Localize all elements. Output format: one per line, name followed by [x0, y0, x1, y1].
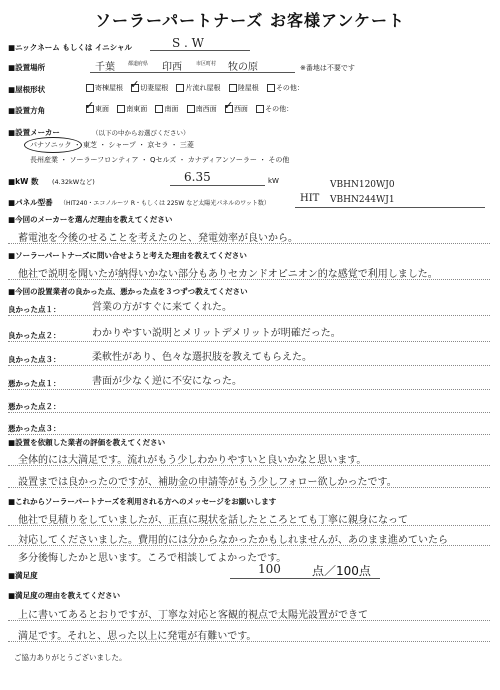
- roof-checkbox-4[interactable]: [267, 84, 275, 92]
- q-reason-maker-label: ■今回のメーカーを選んだ理由を教えてください: [8, 215, 173, 224]
- direction-checkbox-5[interactable]: [256, 105, 264, 113]
- satisfaction-value: 100: [258, 562, 281, 576]
- panel-model-1: VBHN120WJ0: [330, 180, 395, 190]
- good-1-line: [8, 315, 490, 316]
- roof-option-0: 寄棟屋根: [95, 84, 123, 92]
- good-3-label: 良かった点３：: [8, 355, 61, 364]
- panel-model-2: VBHN244WJ1: [330, 195, 395, 205]
- q-installer-eval-label: ■設置を依頼した業者の評価を教えてください: [8, 438, 166, 447]
- good-2-line: [8, 341, 490, 342]
- panel-label: ■パネル型番: [8, 198, 53, 207]
- maker-option-kyocera[interactable]: 京セラ: [147, 141, 169, 149]
- direction-checkbox-3[interactable]: [187, 105, 195, 113]
- satisfaction-label: ■満足度: [8, 571, 38, 580]
- q-installer-eval-answer-1: 全体的には大満足です。流れがもう少しわかりやすいと良いかなと思います。: [18, 455, 367, 466]
- q-satisfaction-reason-line-1: [8, 620, 490, 621]
- maker-option-mitsubishi[interactable]: 三菱: [179, 141, 194, 149]
- direction-option-5: その他：: [265, 105, 294, 113]
- good-2-answer: わかりやすい説明とメリットデメリットが明確だった。: [92, 328, 341, 339]
- page-title: ソーラーパートナーズ お客様アンケート: [94, 11, 405, 30]
- direction-label: ■設置方角: [8, 106, 46, 115]
- q-reason-partners-label: ■ソーラーパートナーズに問い合せようと考えた理由を教えてください: [8, 251, 247, 260]
- panel-underline: [295, 207, 485, 208]
- location-label: ■設置場所: [8, 63, 46, 72]
- maker-label: ■設置メーカー: [8, 128, 60, 137]
- direction-option-1: 南東面: [126, 105, 148, 113]
- bad-2-line: [8, 412, 490, 413]
- location-pref-suffix: 都道府県: [128, 61, 149, 67]
- direction-checkbox-1[interactable]: [117, 105, 125, 113]
- q-message-answer-3: 多分後悔したかと思います。ころで相談してよかったです。: [18, 553, 287, 564]
- maker-option-panasonic[interactable]: パナソニック: [30, 141, 72, 149]
- bad-3-label: 悪かった点３：: [8, 424, 61, 433]
- maker-option-toshiba[interactable]: 東芝: [82, 141, 97, 149]
- maker-line-2: 長州産業 ・ ソーラーフロンティア ・ Qセルズ ・ カナディアンソーラー ・ その他: [30, 156, 290, 164]
- maker-option-solar-frontier[interactable]: ソーラーフロンティア: [69, 156, 139, 164]
- roof-type-label: ■屋根形状: [8, 85, 46, 94]
- roof-checkbox-3[interactable]: [229, 84, 237, 92]
- maker-option-sharp[interactable]: シャープ: [108, 141, 136, 149]
- q-satisfaction-reason-answer-1: 上に書いてあるとおりですが、丁寧な対応と客観的視点で太陽光設置ができて: [18, 610, 368, 621]
- nickname-value: S . W: [172, 36, 204, 50]
- q-reason-maker-line: [8, 243, 490, 244]
- location-prefecture: 千葉: [95, 62, 115, 73]
- direction-option-4: 西面: [233, 105, 248, 113]
- maker-note: （以下の中からお選びください）: [92, 129, 190, 137]
- location-city: 印西: [162, 62, 182, 73]
- good-2-label: 良かった点２：: [8, 331, 61, 340]
- roof-option-4: その他：: [275, 84, 304, 92]
- footer-thanks: ご協力ありがとうございました。: [14, 653, 127, 662]
- panel-note: （HIT240・エコノルーツ R・もしくは 225W など太陽光パネルのワット数）: [60, 200, 270, 207]
- maker-option-canadian-solar[interactable]: カナディアンソーラー: [187, 156, 257, 164]
- kw-unit: kW: [268, 177, 279, 185]
- maker-option-qcells[interactable]: Qセルズ: [150, 156, 177, 164]
- good-3-answer: 柔軟性があり、色々な選択肢を教えてもらえた。: [92, 352, 312, 363]
- q-installer-eval-line-2: [8, 487, 490, 488]
- satisfaction-underline: [230, 578, 380, 579]
- nickname-label: ■ニックネーム もしくは イニシャル: [8, 43, 132, 52]
- direction-option-0: 東面: [95, 105, 109, 113]
- q-satisfaction-reason-label: ■満足度の理由を教えてください: [8, 591, 121, 600]
- direction-checkbox-0[interactable]: [86, 105, 94, 113]
- direction-checkbox-2[interactable]: [155, 105, 163, 113]
- q-reason-maker-answer: 蓄電池を今後のせることを考えたのと、発電効率が良いから。: [18, 233, 298, 244]
- roof-option-2: 片流れ屋根: [185, 84, 221, 92]
- good-1-answer: 営業の方がすぐに来てくれた。: [92, 302, 232, 313]
- q-satisfaction-reason-line-2: [8, 641, 490, 642]
- q-message-answer-2: 対応してくださいました。費用的には分からなかったかもしれませんが、あのまま進めていたら: [18, 535, 448, 546]
- direction-option-3: 南西面: [195, 105, 217, 113]
- satisfaction-suffix: 点／100点: [312, 564, 371, 578]
- direction-checkbox-4[interactable]: [225, 105, 233, 113]
- maker-option-other[interactable]: その他: [268, 156, 290, 164]
- roof-checkbox-2[interactable]: [176, 84, 184, 92]
- bad-2-label: 悪かった点２：: [8, 402, 61, 411]
- maker-option-choshu[interactable]: 長州産業: [30, 156, 58, 164]
- direction-options: [80, 104, 293, 114]
- q-message-label: ■これからソーラーパートナーズを利用される方へのメッセージをお願いします: [8, 497, 277, 506]
- q-reason-partners-line: [8, 279, 490, 280]
- bad-1-line: [8, 389, 490, 390]
- maker-line-1: パナソニック ・ 東芝 ・ シャープ ・ 京セラ ・ 三菱: [30, 141, 194, 149]
- q-good-bad-label: ■今回の設置業者の良かった点、悪かった点を３つずつ教えてください: [8, 287, 248, 296]
- good-3-line: [8, 365, 490, 366]
- location-town: 牧の原: [228, 62, 258, 73]
- q-installer-eval-answer-2: 設置までは良かったのですが、補助金の申請等がもう少しフォロー欲しかったです。: [18, 477, 397, 488]
- roof-option-3: 陸屋根: [237, 84, 259, 92]
- bad-1-answer: 書面が少なく逆に不安になった。: [92, 376, 242, 387]
- roof-type-options: [80, 83, 304, 93]
- location-note: ※番地は不要です: [300, 64, 355, 72]
- q-message-line-1: [8, 525, 490, 526]
- direction-option-2: 南面: [164, 105, 179, 113]
- kw-note: (4.32kWなど): [52, 178, 95, 186]
- panel-prefix: HIT: [300, 193, 320, 204]
- roof-checkbox-0[interactable]: [86, 84, 94, 92]
- kw-underline: [170, 185, 265, 186]
- bad-3-line: [8, 434, 490, 435]
- q-satisfaction-reason-answer-2: 満足です。それと、思った以上に発電が有難いです。: [18, 631, 257, 642]
- location-city-suffix: 市区町村: [196, 61, 217, 67]
- bad-1-label: 悪かった点１：: [8, 379, 61, 388]
- nickname-underline: [150, 50, 250, 51]
- location-underline: [90, 72, 295, 73]
- roof-checkbox-1[interactable]: [131, 84, 139, 92]
- q-reason-partners-answer: 他社で説明を聞いたが納得いかない部分もありセカンドオピニオン的な感覚で利用しました。: [18, 269, 438, 280]
- good-1-label: 良かった点１：: [8, 305, 61, 314]
- kw-value: 6.35: [184, 170, 211, 184]
- q-installer-eval-line-1: [8, 465, 490, 466]
- q-message-line-2: [8, 545, 490, 546]
- roof-option-1: 切妻屋根: [140, 84, 169, 92]
- kw-label: ■kW 数: [8, 177, 39, 186]
- q-message-answer-1: 他社で見積りをしていましたが、正直に現状を話したところとても丁寧に親身になって: [18, 515, 408, 526]
